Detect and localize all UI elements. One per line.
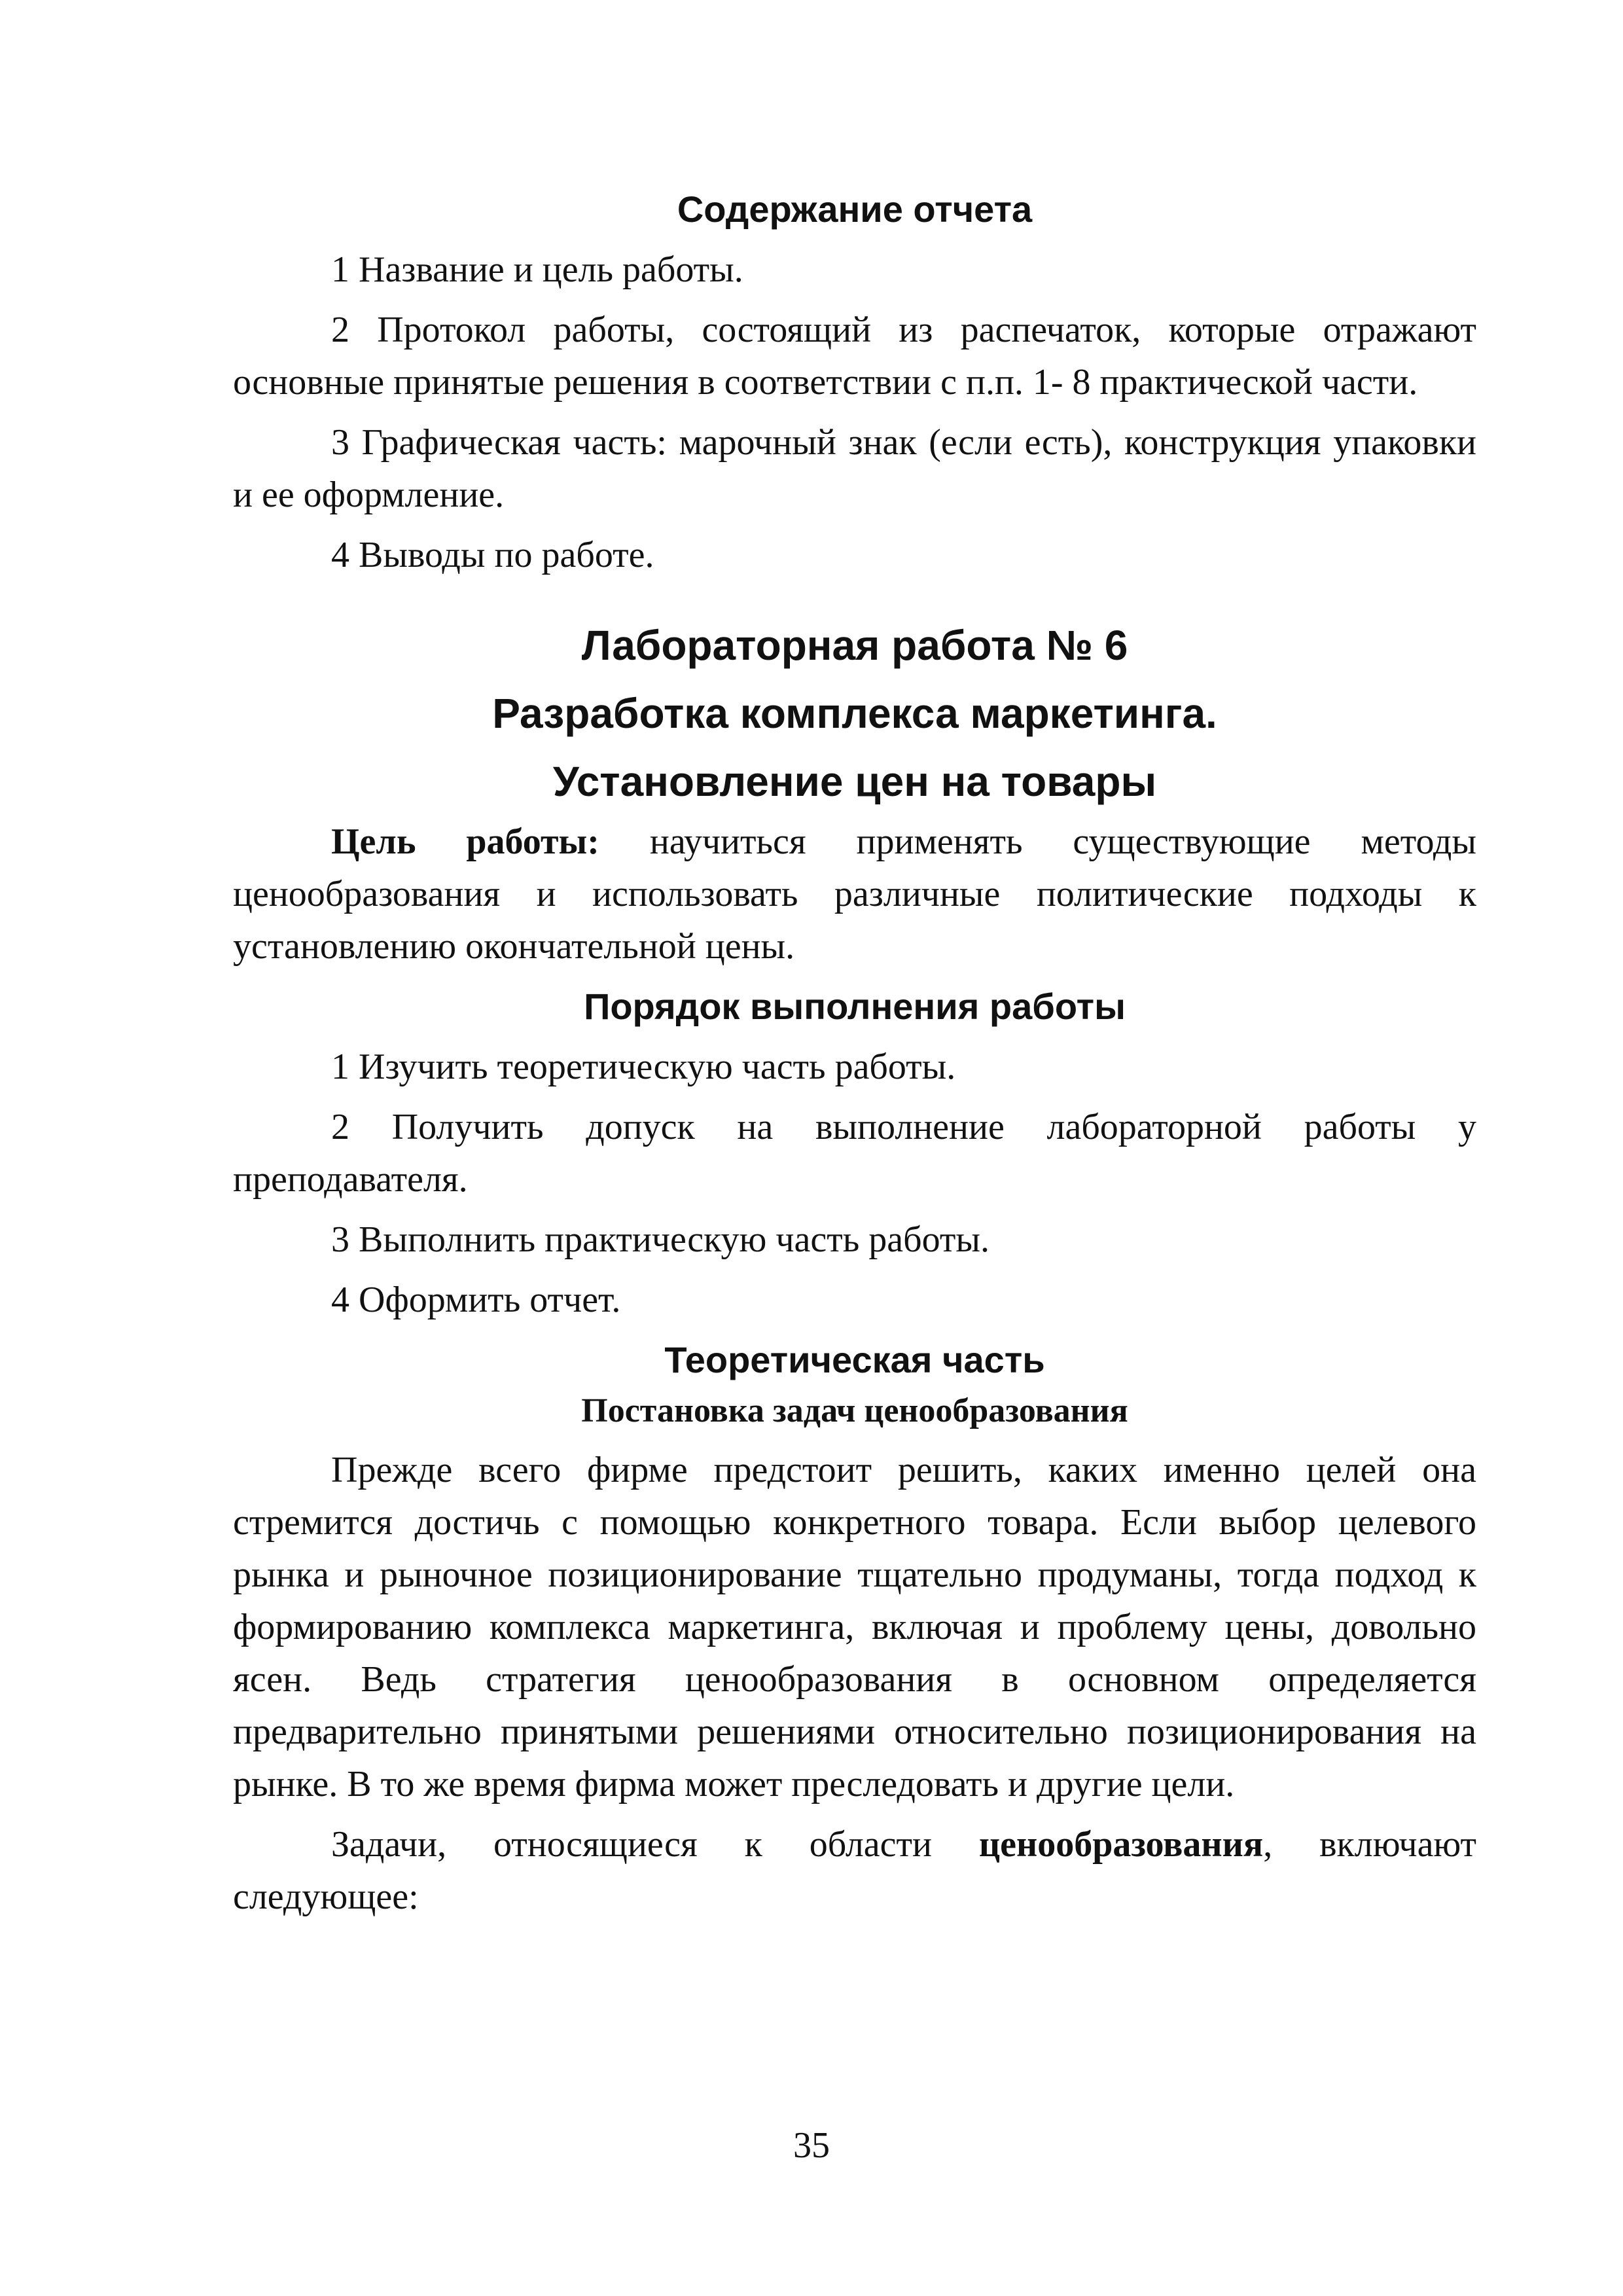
theory-p2-start: Задачи, относящиеся к области [331, 1824, 979, 1865]
lab-subtitle-2: Установление цен на товары [552, 758, 1157, 805]
page-number: 35 [793, 2125, 830, 2166]
procedure-item-3: 3 Выполнить практическую часть работы. [331, 1219, 990, 1260]
report-item-4: 4 Выводы по работе. [331, 535, 654, 575]
document-page [233, 183, 1476, 1923]
procedure-heading: Порядок выполнения работы [584, 986, 1126, 1027]
procedure-item-1: 1 Изучить теоретическую часть работы. [331, 1047, 956, 1087]
lab-subtitle-1: Разработка комплекса маркетинга. [492, 690, 1217, 737]
theory-p2-end: , включают следующее: [233, 1824, 1477, 1917]
lab-title: Лабораторная работа № 6 [581, 622, 1128, 669]
goal-paragraph [233, 816, 1476, 973]
report-item-1: 1 Название и цель работы. [331, 249, 743, 290]
theory-paragraph-1: Прежде всего фирме предстоит решить, каких именно целей она стремится достичь с помощью конкретного товара. Если выбор целевого рынка и рыночное позиционирование тщательно продуманы, тогда подход к формированию комплекса маркетинга, включая и проблему цены, довольно ясен. Ведь стратегия ценообразования в основном определяется предварительно принятыми решениями относительно позиционирования на рынке. В то же время фирма может преследовать и другие цели. [233, 1450, 1476, 1804]
goal-label: Цель работы: [331, 821, 599, 862]
theory-p2-bold: ценообразования [978, 1824, 1264, 1865]
procedure-item-4: 4 Оформить отчет. [331, 1280, 621, 1320]
report-item-2: 2 Протокол работы, состоящий из распечаток, которые отражают основные принятые решения в соответствии с п.п. 1- 8 практической части. [233, 310, 1476, 403]
procedure-item-2: 2 Получить допуск на выполнение лабораторной работы у преподавателя. [233, 1107, 1476, 1200]
theory-heading: Теоретическая часть [664, 1339, 1045, 1380]
report-contents-heading: Содержание отчета [677, 188, 1033, 230]
theory-paragraph-2 [233, 1818, 1476, 1923]
theory-subheading: Постановка задач ценообразования [581, 1392, 1128, 1429]
goal-text: научиться применять существующие методы ценообразования и использовать различные политические подходы к установлению окончательной цены. [233, 821, 1476, 967]
report-item-3: 3 Графическая часть: марочный знак (если есть), конструкция упаковки и ее оформление. [233, 422, 1476, 515]
